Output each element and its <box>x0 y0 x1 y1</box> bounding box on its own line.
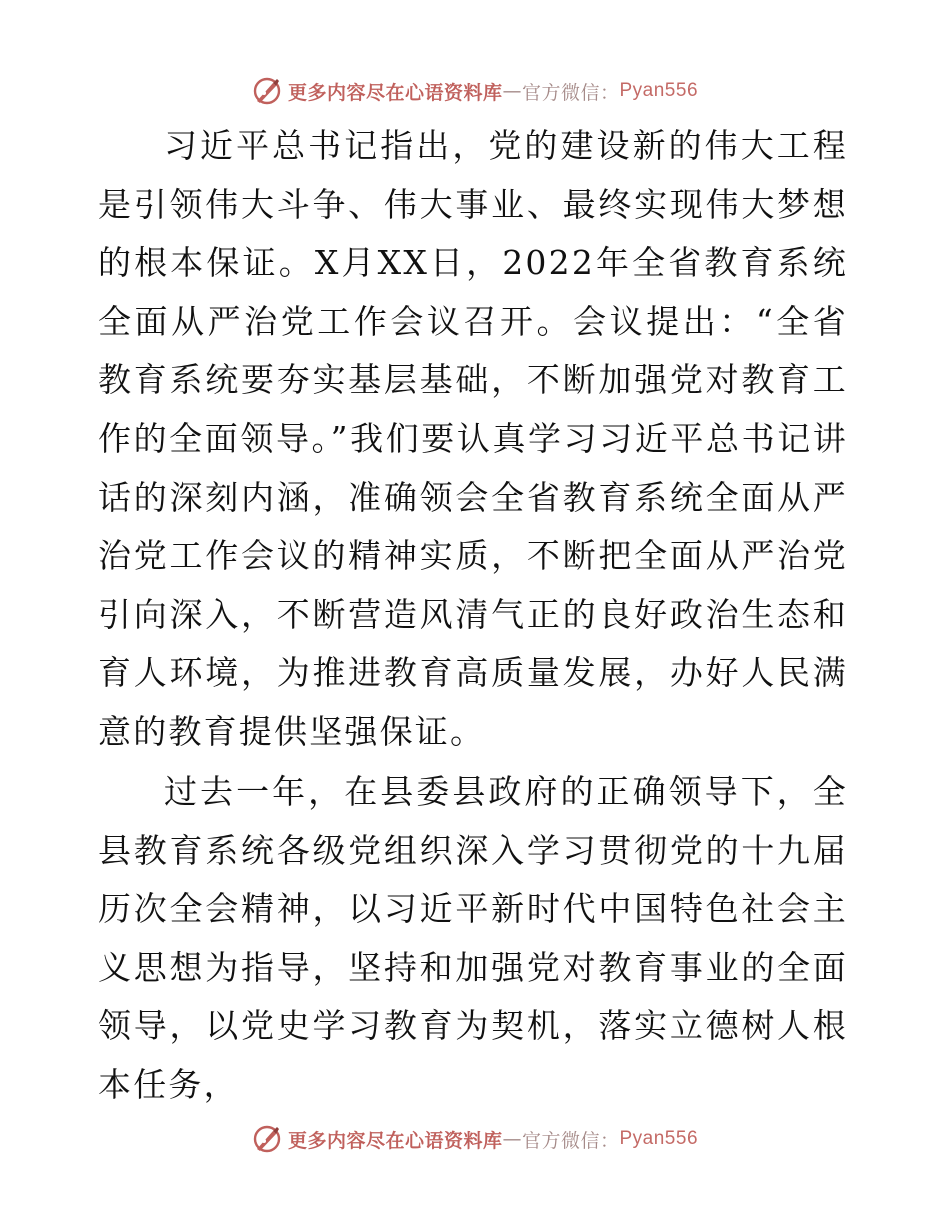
watermark-label: 官方微信： <box>521 81 620 104</box>
document-body-bottom <box>98 763 848 1115</box>
footer-watermark <box>0 1119 950 1159</box>
pen-logo-icon <box>252 1124 282 1154</box>
watermark-label: 官方微信： <box>521 1129 620 1152</box>
paragraph-2: 过去一年，在县委县政府的正确领导下，全县教育系统各级党组织深入学习贯彻党的十九届历次全会精神，以习近平新时代中国特色社会主义思想为指导，坚持和加强党对教育事业的全面领导，以党史学习教育为契机，落实立德树人根本任务， <box>98 772 848 1104</box>
header-watermark <box>0 71 950 111</box>
pen-logo-icon <box>252 76 282 106</box>
watermark-separator: — <box>502 80 522 102</box>
watermark-handle: Pyan556 <box>619 80 699 101</box>
watermark-separator: — <box>502 1128 522 1150</box>
watermark-main-text: 更多内容尽在心语资料库 <box>287 81 503 104</box>
document-body-top <box>98 117 848 762</box>
watermark-handle: Pyan556 <box>619 1128 699 1149</box>
paragraph-1: 习近平总书记指出，党的建设新的伟大工程是引领伟大斗争、伟大事业、最终实现伟大梦想的根本保证。X月XX日，2022年全省教育系统全面从严治党工作会议召开。会议提出：“全省教育系统要夯实基层基础，不断加强党对教育工作的全面领导。”我们要认真学习习近平总书记讲话的深刻内涵，准确领会全省教育系统全面从严治党工作会议的精神实质，不断把全面从严治党引向深入，不断营造风清气正的良好政治生态和育人环境，为推进教育高质量发展，办好人民满意的教育提供坚强保证。 <box>98 126 848 751</box>
watermark-main-text: 更多内容尽在心语资料库 <box>287 1129 503 1152</box>
